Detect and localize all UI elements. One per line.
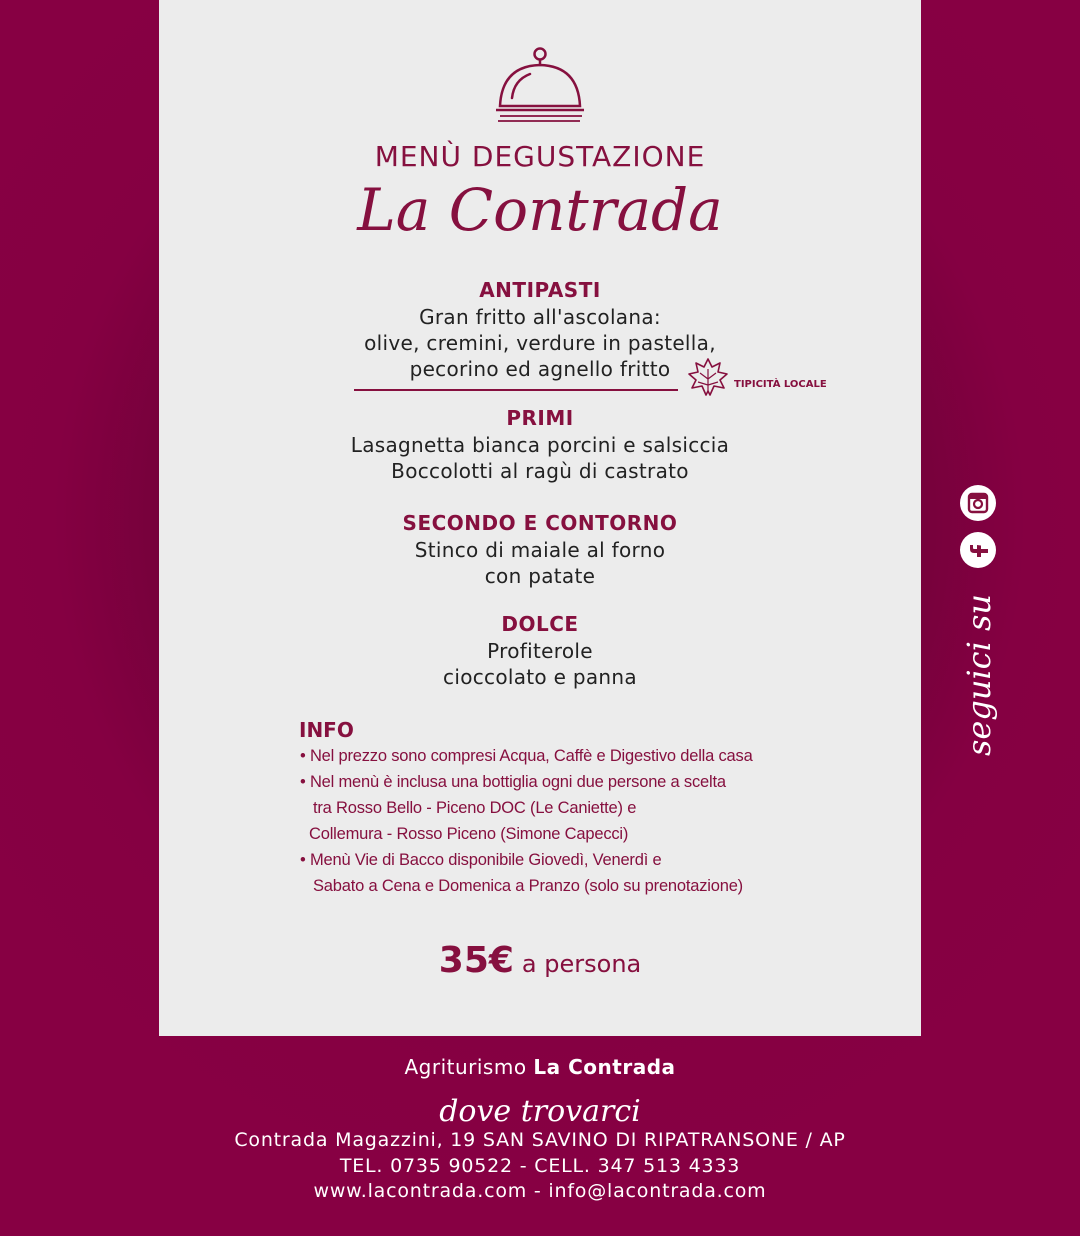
section-title: SECONDO E CONTORNO: [402, 511, 678, 535]
menu-subtitle: La Contrada: [357, 176, 723, 244]
info-line: • Menù Vie di Bacco disponibile Giovedì, Venerdì e: [300, 851, 662, 869]
footer-phones: TEL. 0735 90522 - CELL. 347 513 4333: [339, 1155, 741, 1177]
info-line: • Nel menù è inclusa una bottiglia ogni due persone a scelta: [300, 773, 726, 791]
dish-line: Profiterole: [487, 639, 593, 663]
info-line: Collemura - Rosso Piceno (Simone Capecci): [309, 825, 629, 843]
info-line: tra Rosso Bello - Piceno DOC (Le Caniette) e: [313, 799, 637, 817]
section-title: PRIMI: [506, 406, 574, 430]
agriturismo-prefix: Agriturismo: [404, 1055, 527, 1079]
cloche-icon: [494, 46, 586, 128]
section-title: ANTIPASTI: [479, 278, 601, 302]
footer-dove-trovarci: dove trovarci: [439, 1094, 641, 1129]
instagram-button[interactable]: [960, 485, 996, 521]
seguici-label-wrap: [924, 593, 1034, 757]
dish-line: Lasagnetta bianca porcini e salsiccia: [350, 433, 730, 457]
grape-leaf-icon: [686, 355, 730, 399]
dish-line: Gran fritto all'ascolana:: [419, 305, 661, 329]
section-antipasti: [0, 278, 1080, 382]
facebook-icon: [960, 532, 996, 568]
dish-line: pecorino ed agnello fritto: [409, 357, 671, 381]
price: [0, 940, 1080, 981]
dish-line: Boccolotti al ragù di castrato: [391, 459, 689, 483]
info-line: • Nel prezzo sono compresi Acqua, Caffè e Digestivo della casa: [300, 747, 753, 765]
info-line: Sabato a Cena e Domenica a Pranzo (solo su prenotazione): [313, 877, 743, 895]
section-secondo: [0, 511, 1080, 589]
seguici-label: seguici su: [960, 593, 998, 757]
instagram-icon: [960, 485, 996, 521]
agriturismo-name: La Contrada: [533, 1055, 676, 1079]
footer-address: Contrada Magazzini, 19 SAN SAVINO DI RIPATRANSONE / AP: [234, 1129, 846, 1151]
info-title: INFO: [299, 718, 354, 742]
dish-line: olive, cremini, verdure in pastella,: [364, 331, 716, 355]
price-amount: 35€: [438, 940, 514, 981]
dish-line: Stinco di maiale al forno: [414, 538, 666, 562]
section-title: DOLCE: [501, 612, 579, 636]
dish-line: cioccolato e panna: [443, 665, 637, 689]
menu-title: MENÙ DEGUSTAZIONE: [374, 140, 706, 173]
tipicita-badge: TIPICITÀ LOCALE: [734, 379, 827, 390]
price-unit: a persona: [521, 950, 642, 978]
facebook-button[interactable]: [960, 532, 996, 568]
divider-line: [354, 389, 678, 391]
dish-line: con patate: [484, 564, 596, 588]
section-primi: [0, 406, 1080, 484]
footer-web[interactable]: www.lacontrada.com - info@lacontrada.com: [313, 1180, 767, 1202]
section-dolce: [0, 612, 1080, 690]
footer-agriturismo: [0, 1055, 1080, 1079]
